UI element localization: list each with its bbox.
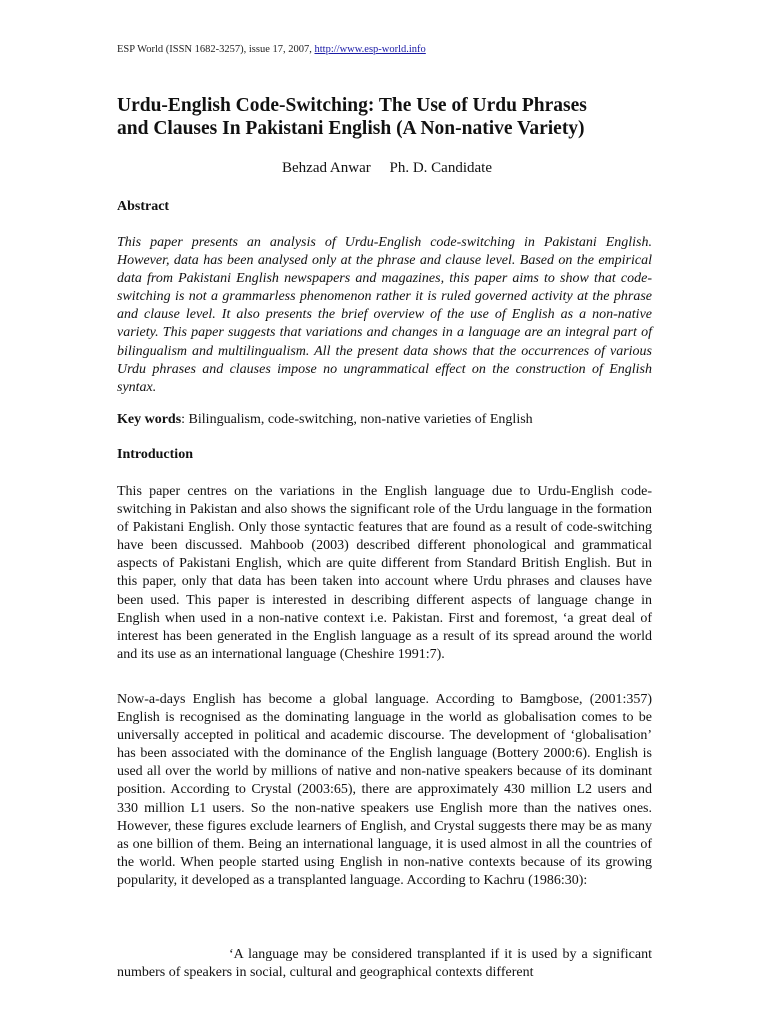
paper-title <box>117 94 657 140</box>
author-line <box>117 160 657 177</box>
title-line-2: and Clauses In Pakistani English (A Non-native Variety) <box>117 118 585 139</box>
introduction-heading: Introduction <box>117 447 193 462</box>
keywords-text: : Bilingualism, code-switching, non-native varieties of English <box>181 412 533 427</box>
kachru-quote <box>117 946 652 982</box>
author-name: Behzad Anwar <box>282 160 371 176</box>
keywords-line <box>117 411 652 429</box>
abstract-heading: Abstract <box>117 199 170 214</box>
keywords-label: Key words <box>117 412 182 427</box>
author-role: Ph. D. Candidate <box>389 160 492 176</box>
abstract-body: This paper presents an analysis of Urdu-English code-switching in Pakistani English. However, data has been analysed only at the phrase and clause level. Based on the empirical data from Pakistani English newspapers and magazines, this paper aims to show that code-switching is not a grammarless phenomenon rather it is ruled governed activity at the phrase and clause level. It also presents the brief overview of the use of English as a non-native variety. This paper suggests that variations and changes in a language are an integral part of bilingualism and multilingualism. All the present data shows that the occurrences of various Urdu phrases and clauses impose no ungrammatical effect on the construction of English syntax. <box>117 235 652 395</box>
citation-text: ESP World (ISSN 1682-3257), issue 17, 2007, <box>117 44 315 55</box>
journal-url-link[interactable]: http://www.esp-world.info <box>314 44 426 55</box>
intro-paragraph-1: This paper centres on the variations in the English language due to Urdu-English code-switching in Pakistan and also shows the significant role of the Urdu language in the formation of Pakistani English. Only those syntactic features that are found as a result of code-switching have been discussed. Mahboob (2003) described different phonological and grammatical aspects of Pakistani English, which are quite different from Standard British English. But in this paper, only that data has been taken into account where Urdu phrases and clauses have been used. This paper is interested in describing different aspects of language change in English when used in a non-native context i.e. Pakistan. First and foremost, ‘a great deal of interest has been generated in the English language as a result of its spread around the world and its use as an international language (Cheshire 1991:7). <box>117 484 652 662</box>
kachru-quote-text: ‘A language may be considered transplanted if it is used by a significant numbers of speakers in social, cultural and geographical contexts different <box>117 947 652 981</box>
title-line-1: Urdu-English Code-Switching: The Use of Urdu Phrases <box>117 95 587 116</box>
intro-paragraph-2: Now-a-days English has become a global language. According to Bamgbose, (2001:357) English is recognised as the dominating language in the world as globalisation comes to be universally accepted in political and academic discourse. The development of ‘globalisation’ has been associated with the dominance of the English language (Bottery 2000:6). English is used all over the world by millions of native and non-native speakers because of its dominant position. According to Crystal (2003:65), there are approximately 430 million L2 users and 330 million L1 users. So the non-native speakers use English more than the natives ones. However, these figures exclude learners of English, and Crystal suggests there may be as many as one billion of them. Being an international language, it is used almost in all the countries of the world. When people started using English in non-native contexts because of its growing popularity, it developed as a transplanted language. According to Kachru (1986:30): <box>117 692 652 888</box>
journal-citation <box>117 44 426 55</box>
